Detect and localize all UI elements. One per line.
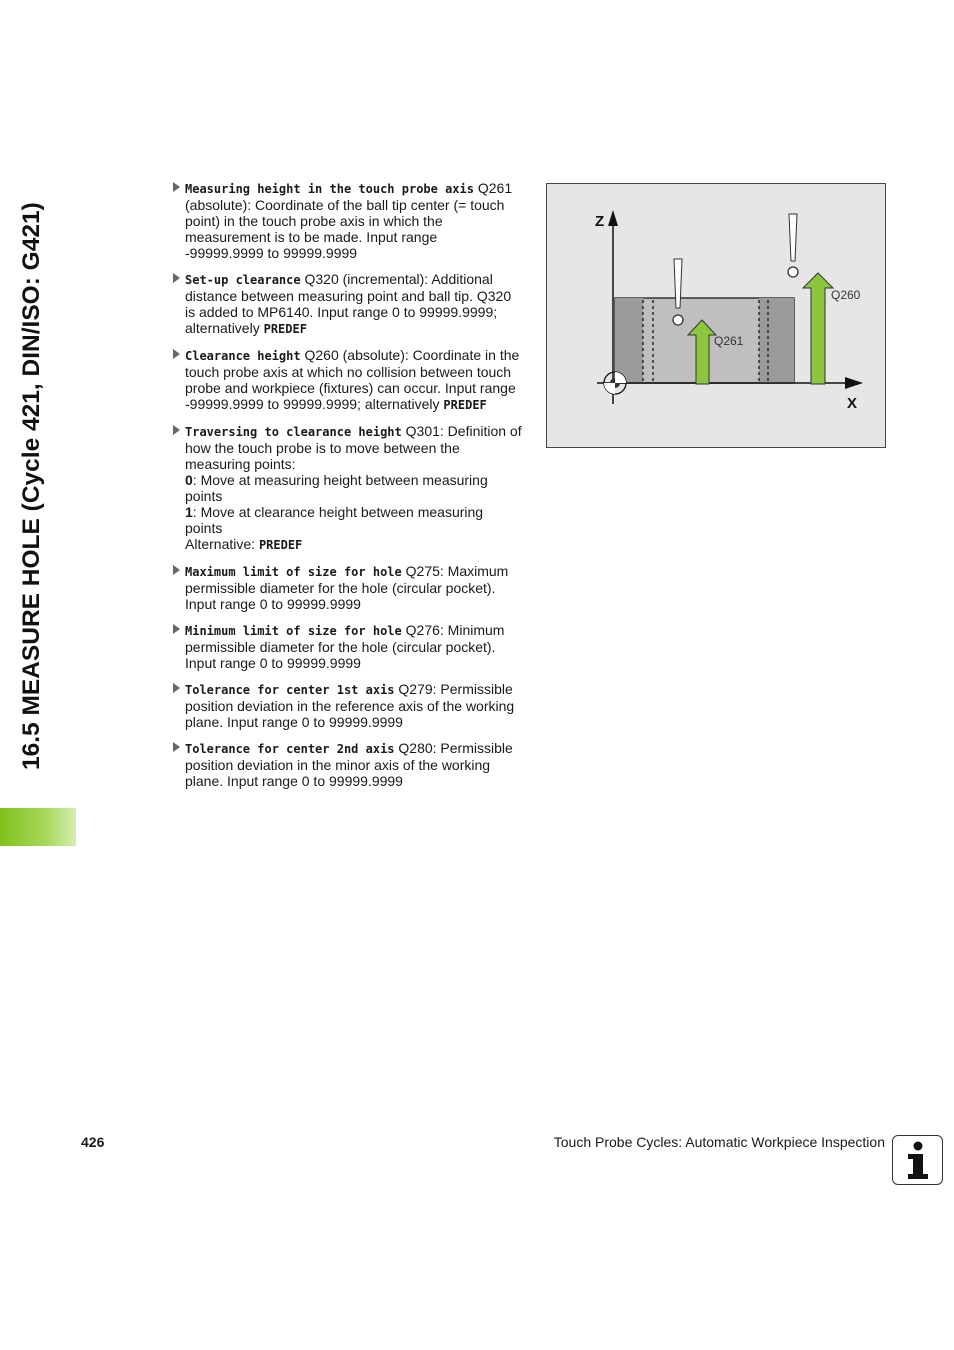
parameter-text: Alternative: [185,536,259,552]
parameter-name: Measuring height in the touch probe axis [185,182,474,196]
parameter-name: Clearance height [185,349,301,363]
parameter-text: Q280: Permissible [394,740,513,756]
hole-wall-right [759,298,794,383]
parameter-list [172,180,524,799]
chapter-color-tab [0,808,76,846]
parameter-text: is added to MP6140. Input range 0 to 99999.9999; [185,304,498,320]
parameter-text: position deviation in the reference axis of the working [185,698,515,714]
q260-label: Q260 [831,288,861,302]
chapter-side-title: 16.5 MEASURE HOLE (Cycle 421, DIN/ISO: G421) [18,202,45,770]
parameter-text: distance between measuring point and ball tip. Q320 [185,288,512,304]
parameter-text: points [185,488,223,504]
bullet-triangle-icon [173,425,180,435]
parameter-name: Set-up clearance [185,273,301,287]
parameter-text: PREDEF [258,538,303,552]
bullet-triangle-icon [173,349,180,359]
parameter-text: PREDEF [443,398,487,412]
parameter-text: PREDEF [263,322,307,336]
parameter-item [172,271,524,337]
diagram-svg [547,184,885,447]
parameter-text: permissible diameter for the hole (circular pocket). [185,580,496,596]
parameter-text: Q279: Permissible [394,681,513,697]
q261-label: Q261 [714,334,744,348]
cycle-diagram [546,183,886,448]
parameter-text: measuring points: [185,456,296,472]
parameter-text: (absolute): Coordinate of the ball tip center (= touch [185,197,505,213]
z-arrowhead [608,210,618,226]
parameter-item [172,347,524,413]
bullet-triangle-icon [173,273,180,283]
parameter-text: position deviation in the minor axis of the working [185,757,491,773]
parameter-text: -99999.9999 to 99999.9999; alternatively [185,396,444,412]
x-axis-label: X [847,395,858,412]
bullet-triangle-icon [173,565,180,575]
bullet-triangle-icon [173,624,180,634]
stylus-clearance [789,214,797,261]
parameter-text: plane. Input range 0 to 99999.9999 [185,773,403,789]
parameter-name: Tolerance for center 2nd axis [185,742,395,756]
bullet-triangle-icon [173,182,180,192]
info-icon [892,1135,943,1185]
parameter-name: Traversing to clearance height [185,425,402,439]
parameter-text: Q320 (incremental): Additional [300,271,493,287]
parameter-text: points [185,520,223,536]
page-number: 426 [81,1134,105,1150]
x-arrowhead [845,377,863,389]
ball-tip-measuring [673,315,683,325]
parameter-item [172,180,524,261]
parameter-name: Minimum limit of size for hole [185,624,402,638]
parameter-name: Maximum limit of size for hole [185,565,402,579]
parameter-text: alternatively [185,320,264,336]
hole-wall-left [615,298,643,383]
z-axis-label: Z [595,213,605,230]
parameter-text: touch probe axis at which no collision between touch [185,364,512,380]
parameter-text: point) in the touch probe axis in which the [185,213,443,229]
parameter-text: 1 [185,504,193,520]
parameter-item [172,740,524,789]
parameter-text: Q301: Definition of [401,423,522,439]
parameter-text: -99999.9999 to 99999.9999 [185,245,358,261]
parameter-text: : Move at measuring height between measuring [192,472,488,488]
parameter-text: Q261 [473,180,513,196]
q260-arrow [803,273,833,384]
ball-tip-clearance [788,267,798,277]
parameter-item [172,681,524,730]
parameter-item [172,563,524,612]
parameter-text: permissible diameter for the hole (circular pocket). [185,639,496,655]
parameter-text: plane. Input range 0 to 99999.9999 [185,714,403,730]
parameter-text: Input range 0 to 99999.9999 [185,596,361,612]
parameter-item [172,423,524,553]
stylus-measuring [674,259,682,308]
parameter-text: how the touch probe is to move between the [185,440,460,456]
footer-chapter-title: Touch Probe Cycles: Automatic Workpiece Inspection [553,1134,885,1150]
parameter-text: Q260 (absolute): Coordinate in the [300,347,520,363]
parameter-text: : Move at clearance height between measuring [192,504,484,520]
parameter-text: Input range 0 to 99999.9999 [185,655,361,671]
parameter-text: measurement is to be made. Input range [185,229,438,245]
bullet-triangle-icon [173,683,180,693]
parameter-text: probe and workpiece (fixtures) can occur. Input range [185,380,516,396]
parameter-text: 0 [185,472,193,488]
parameter-text: Q276: Minimum [401,622,505,638]
bullet-triangle-icon [173,742,180,752]
parameter-name: Tolerance for center 1st axis [185,683,395,697]
parameter-text: Q275: Maximum [401,563,509,579]
parameter-item [172,622,524,671]
